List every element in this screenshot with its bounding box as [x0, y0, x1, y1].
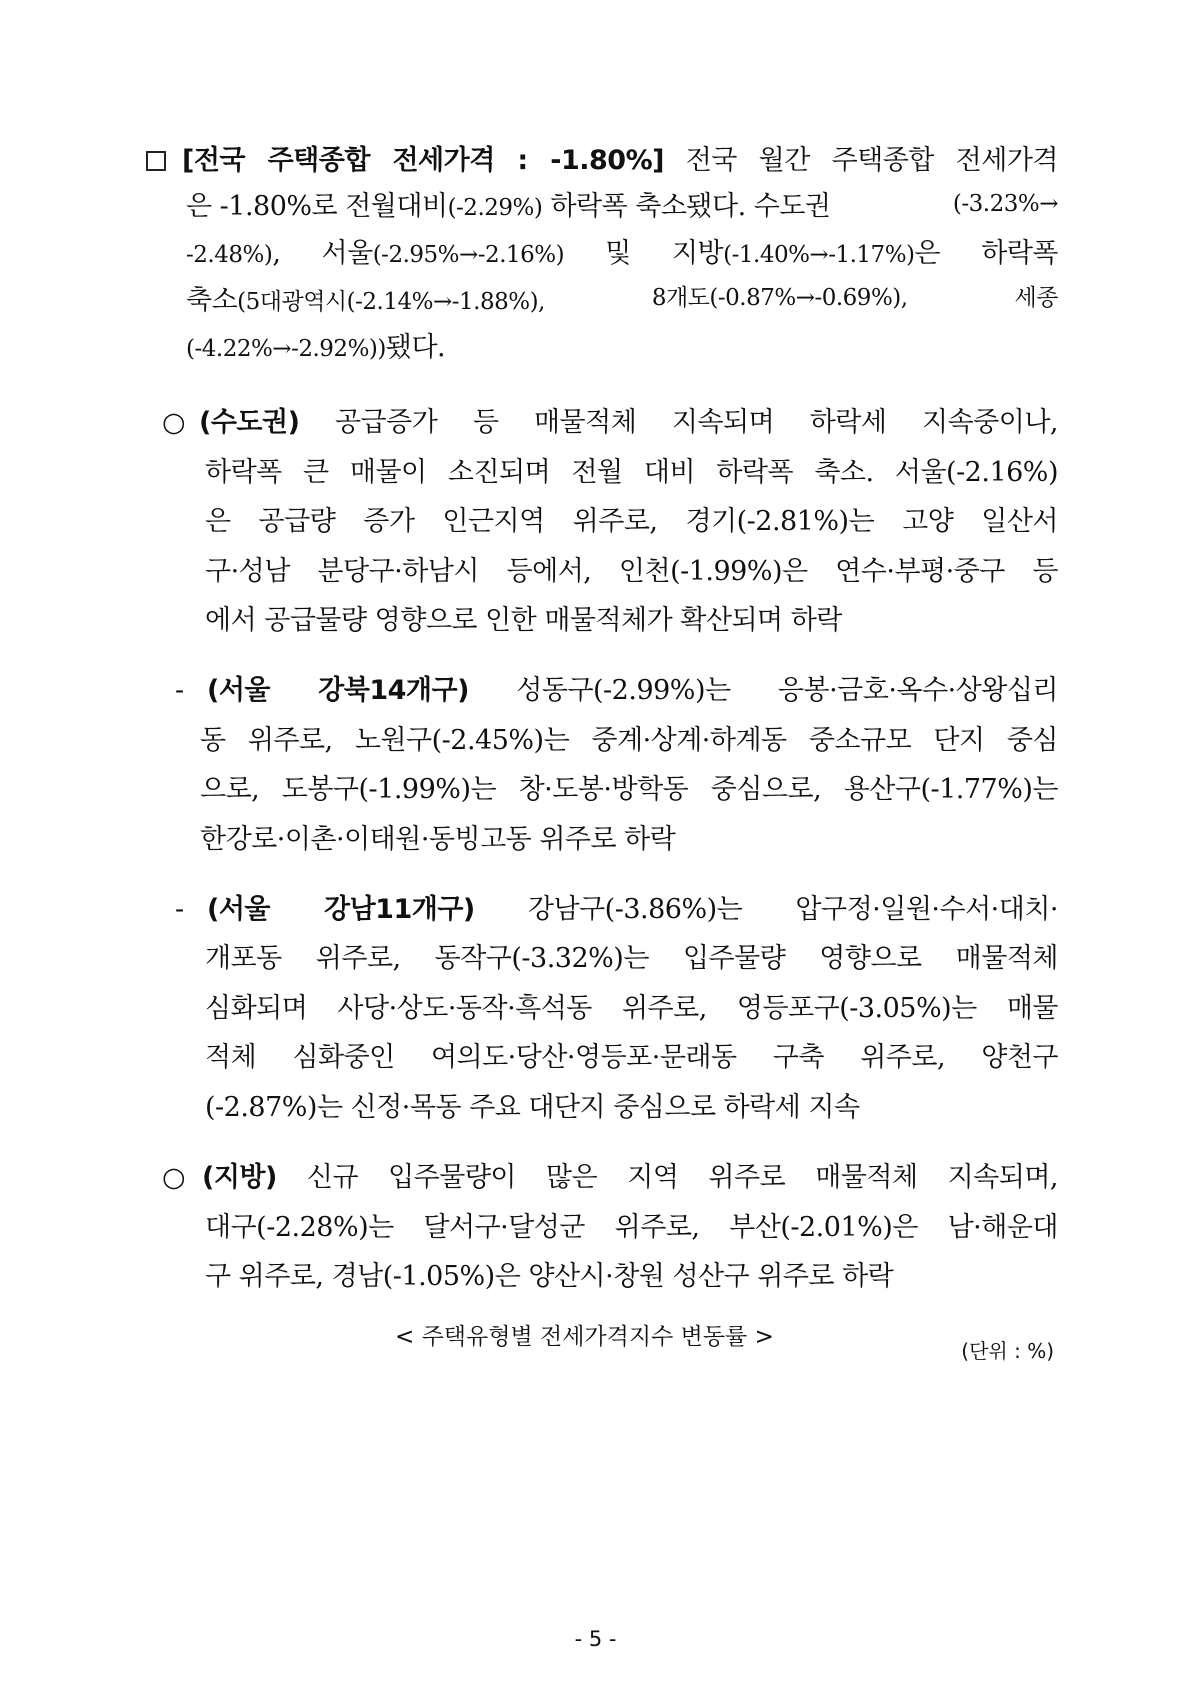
text-span: 신규 입주물량이 많은 지역 위주로 매물적체 지속되며, [276, 1162, 1058, 1193]
section1-line3 [186, 240, 1058, 267]
text-span: 은 -1.80%로 전월대비 [186, 191, 448, 222]
text-span: (-1.40%→-1.17%) [723, 242, 915, 268]
text-span: (-3.23%→ [952, 191, 1058, 217]
jibang-line2: 대구(-2.28%)는 달서구·달성군 위주로, 부산(-2.01%)은 남·해운대 [205, 1212, 1058, 1243]
text-span: (-2.29%) [447, 195, 543, 221]
sudogwon-line3: 은 공급량 증가 인근지역 위주로, 경기(-2.81%)는 고양 일산서 [205, 506, 1058, 537]
text-span: 및 지방 [564, 238, 724, 269]
gangbuk-heading: (서울 강북14개구) [207, 675, 469, 706]
gangnam-line3: 심화되며 사당·상도·동작·흑석동 위주로, 영등포구(-3.05%)는 매물 [205, 993, 1058, 1024]
sudogwon-line1 [199, 409, 1058, 436]
sudogwon-line5: 에서 공급물량 영향으로 인한 매물적체가 확산되며 하락 [205, 605, 842, 636]
dash-bullet-icon: - [175, 894, 185, 925]
text-span: (5대광역시(-2.14%→-1.88%), [237, 289, 545, 315]
jibang-heading: (지방) [202, 1162, 277, 1193]
text-span: 세종 [1014, 285, 1058, 311]
gangbuk-line2: 동 위주로, 노원구(-2.45%)는 중계·상계·하계동 중소규모 단지 중심 [200, 725, 1058, 756]
text-span: 8개도(-0.87%→-0.69%), [651, 285, 908, 311]
text-span: 축소 [186, 285, 238, 316]
table-caption: < 주택유형별 전세가격지수 변동률 > [395, 1324, 774, 1350]
gangbuk-line1 [207, 677, 1058, 704]
text-span: (-2.95%→-2.16%) [372, 242, 565, 268]
text-span: 됐다. [385, 332, 446, 363]
gangnam-line1 [207, 896, 1058, 923]
sudogwon-heading: (수도권) [199, 407, 300, 438]
sudogwon-line2: 하락폭 큰 매물이 소진되며 전월 대비 하락폭 축소. 서울(-2.16%) [205, 457, 1058, 488]
text-span: (-4.22%→-2.92%)) [186, 336, 386, 362]
text-span: , 서울 [272, 238, 373, 269]
text-span: 하락폭 축소됐다. 수도권 [542, 191, 831, 222]
dash-bullet-icon: - [175, 675, 185, 706]
section1-line1 [182, 147, 1058, 174]
section1-line2 [186, 193, 1058, 220]
text-span: -2.48%) [186, 242, 273, 268]
checkbox-square-icon [146, 151, 166, 171]
text-span: 강남구(-3.86%)는 압구정·일원·수서·대치· [474, 894, 1058, 925]
text-span: 공급증가 등 매물적체 지속되며 하락세 지속중이나, [299, 407, 1058, 438]
gangnam-line5: (-2.87%)는 신정·목동 주요 대단지 중심으로 하락세 지속 [205, 1092, 860, 1123]
section1-line1-text: 전국 월간 주택종합 전세가격 [663, 145, 1058, 176]
text-span: 은 하락폭 [914, 238, 1058, 269]
text-span: 성동구(-2.99%)는 응봉·금호·옥수·상왕십리 [468, 675, 1058, 706]
section1-heading: [전국 주택종합 전세가격 : -1.80%] [182, 145, 664, 176]
jibang-line3: 구 위주로, 경남(-1.05%)은 양산시·창원 성산구 위주로 하락 [205, 1261, 894, 1292]
page-number: - 5 - [574, 1627, 617, 1651]
gangnam-line2: 개포동 위주로, 동작구(-3.32%)는 입주물량 영향으로 매물적체 [205, 943, 1058, 974]
gangbuk-line3: 으로, 도봉구(-1.99%)는 창·도봉·방학동 중심으로, 용산구(-1.77%)는 [200, 774, 1058, 805]
section1-line4 [186, 287, 1058, 314]
circle-bullet-icon: ○ [162, 407, 186, 438]
gangnam-heading: (서울 강남11개구) [207, 894, 475, 925]
gangbuk-line4: 한강로·이촌·이태원·동빙고동 위주로 하락 [200, 824, 676, 855]
unit-label: (단위 : %) [961, 1339, 1054, 1363]
section1-line5 [186, 334, 445, 361]
jibang-line1 [202, 1164, 1058, 1191]
sudogwon-line4: 구·성남 분당구·하남시 등에서, 인천(-1.99%)은 연수·부평·중구 등 [205, 556, 1058, 587]
gangnam-line4: 적체 심화중인 여의도·당산·영등포·문래동 구축 위주로, 양천구 [205, 1042, 1058, 1073]
circle-bullet-icon: ○ [162, 1162, 186, 1193]
